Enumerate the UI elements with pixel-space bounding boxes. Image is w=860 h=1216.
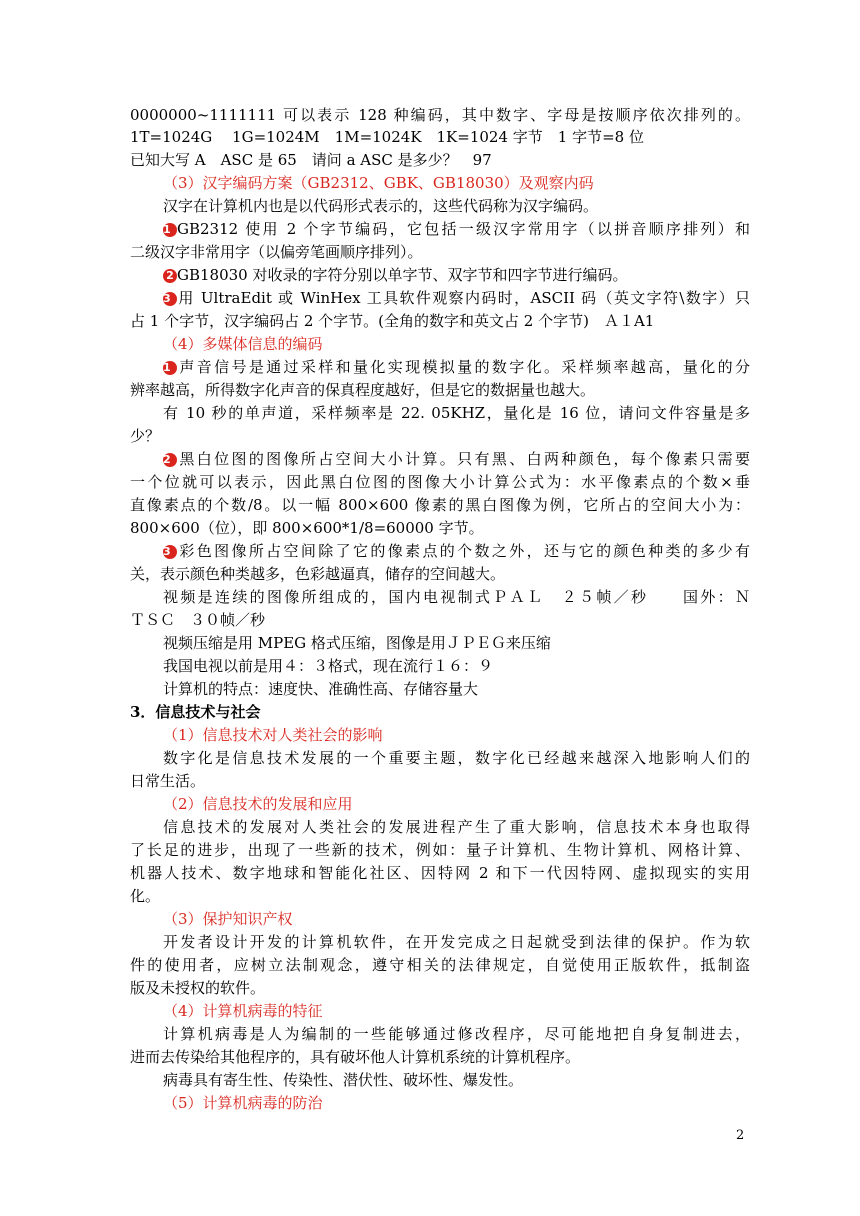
paragraph-line: 机器人技术、数字地球和智能化社区、因特网 2 和下一代因特网、虚拟现实的实用 (130, 864, 750, 882)
paragraph-line: 我国电视以前是用４：３格式，现在流行１６：９ (163, 657, 494, 675)
section-heading: （2）信息技术的发展和应用 (163, 795, 353, 813)
paragraph-line: 视频压缩是用 MPEG 格式压缩，图像是用ＪＰＥＧ来压缩 (163, 634, 551, 652)
paragraph-line: 二级汉字非常用字（以偏旁笔画顺序排列）。 (130, 243, 423, 261)
circled-number-3: 3 (163, 545, 177, 559)
paragraph-line: 化。 (130, 887, 161, 905)
list-item (163, 264, 750, 286)
paragraph-line: 病毒具有寄生性、传染性、潜伏性、破坏性、爆发性。 (163, 1071, 524, 1089)
section-heading: （4）计算机病毒的特征 (163, 1002, 323, 1020)
paragraph-line: 信息技术的发展对人类社会的发展进程产生了重大影响，信息技术本身也取得 (163, 818, 750, 836)
section-heading: （5）计算机病毒的防治 (163, 1094, 323, 1112)
paragraph-line: 进而去传染给其他程序的，具有破坏他人计算机系统的计算机程序。 (130, 1048, 581, 1066)
circled-number-1: 1 (163, 361, 177, 375)
paragraph-line: 视频是连续的图像所组成的，国内电视制式ＰＡＬ ２５帧／秒 国外：Ｎ (163, 588, 750, 606)
list-item (163, 287, 750, 309)
circled-number-1: 1 (163, 223, 177, 237)
list-item (163, 540, 750, 562)
circled-number-2: 2 (163, 269, 177, 283)
section-heading: （3）汉字编码方案（GB2312、GBK、GB18030）及观察内码 (163, 174, 594, 192)
list-item-text: 声音信号是通过采样和量化实现模拟量的数字化。采样频率越高，量化的分 (177, 358, 750, 376)
paragraph-line: 800×600（位），即 800×600*1/8=60000 字节。 (130, 519, 484, 537)
section-heading: （4）多媒体信息的编码 (163, 335, 323, 353)
paragraph-line: 1T=1024G 1G=1024M 1M=1024K 1K=1024 字节 1 字节=8 位 (130, 128, 644, 146)
paragraph-line: 已知大写 A ASC 是 65 请问 a ASC 是多少？ 97 (130, 151, 492, 169)
paragraph-line: 版及未授权的软件。 (130, 979, 266, 997)
paragraph-line: 关，表示颜色种类越多，色彩越逼真，储存的空间越大。 (130, 565, 506, 583)
list-item-text: GB18030 对收录的字符分别以单字节、双字节和四字节进行编码。 (177, 266, 628, 284)
paragraph-line: 少？ (130, 427, 161, 445)
paragraph-line: 日常生活。 (130, 772, 206, 790)
section-heading: （1）信息技术对人类社会的影响 (163, 726, 383, 744)
paragraph-line: 计算机的特点：速度快、准确性高、存储容量大 (163, 680, 479, 698)
list-item (163, 356, 750, 378)
list-item-text: 黑白位图的图像所占空间大小计算。只有黑、白两种颜色，每个像素只需要 (177, 450, 750, 468)
circled-number-2: 2 (163, 453, 177, 467)
page-number: 2 (736, 1128, 745, 1143)
paragraph-line: 汉字在计算机内也是以代码形式表示的，这些代码称为汉字编码。 (163, 197, 599, 215)
list-item-text: 彩色图像所占空间除了它的像素点的个数之外，还与它的颜色种类的多少有 (177, 542, 750, 560)
paragraph-line: 开发者设计开发的计算机软件，在开发完成之日起就受到法律的保护。作为软 (163, 933, 750, 951)
list-item (163, 218, 750, 240)
list-item-text: 用 UltraEdit 或 WinHex 工具软件观察内码时，ASCII 码（英文字符\数字）只 (177, 289, 750, 307)
paragraph-line: ＴＳＣ ３０帧／秒 (130, 611, 266, 629)
paragraph-line: 占 1 个字节，汉字编码占 2 个字节。(全角的数字和英文占 2 个字节) Ａ１A1 (130, 312, 655, 330)
paragraph-line: 有 10 秒的单声道，采样频率是 22. 05KHZ，量化是 16 位，请问文件容量是多 (163, 404, 750, 422)
paragraph-line: 了长足的进步，出现了一些新的技术，例如：量子计算机、生物计算机、网格计算、 (130, 841, 750, 859)
paragraph-line: 辨率越高，所得数字化声音的保真程度越好，但是它的数据量也越大。 (130, 381, 596, 399)
paragraph-line: 一个位就可以表示，因此黑白位图的图像大小计算公式为：水平像素点的个数×垂 (130, 473, 750, 491)
list-item (163, 448, 750, 470)
paragraph-line: 数字化是信息技术发展的一个重要主题，数字化已经越来越深入地影响人们的 (163, 749, 750, 767)
section-heading: （3）保护知识产权 (163, 910, 293, 928)
section-title: 3．信息技术与社会 (130, 703, 261, 721)
paragraph-line: 件的使用者，应树立法制观念，遵守相关的法律规定，自觉使用正版软件，抵制盗 (130, 956, 750, 974)
paragraph-line: 直像素点的个数/8。以一幅 800×600 像素的黑白图像为例，它所占的空间大小为： (130, 496, 750, 514)
paragraph-line: 0000000~1111111 可以表示 128 种编码，其中数字、字母是按顺序依次排列的。 (130, 106, 750, 124)
list-item-text: GB2312 使用 2 个字节编码，它包括一级汉字常用字（以拼音顺序排列）和 (177, 220, 750, 238)
circled-number-3: 3 (163, 292, 177, 306)
paragraph-line: 计算机病毒是人为编制的一些能够通过修改程序，尽可能地把自身复制进去， (163, 1025, 750, 1043)
